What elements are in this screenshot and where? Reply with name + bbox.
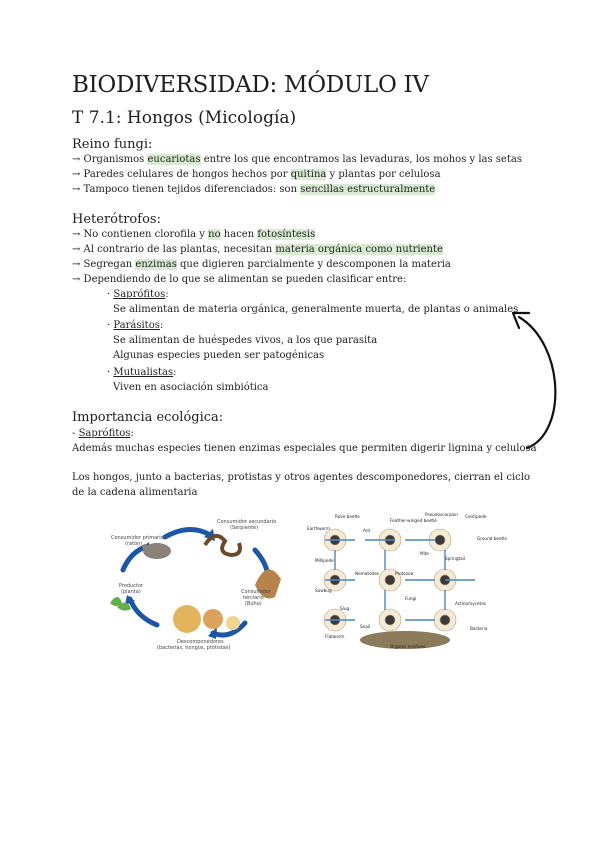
text: → Paredes celulares de hongos hechos por [72, 169, 291, 180]
highlight: fotosíntesis [257, 229, 316, 240]
text: hacen [220, 229, 258, 240]
hetero-line-3 [72, 259, 451, 270]
highlight: no [208, 229, 221, 240]
text: : [165, 289, 169, 300]
cycle-label: terciario [243, 595, 264, 601]
saprofitos-desc: Se alimentan de materia orgánica, generalmente muerta, de plantas o animales [113, 304, 519, 315]
web-label: Flatworm [325, 634, 345, 639]
text: Parásitos [113, 320, 160, 331]
importancia-heading: Importancia ecológica: [72, 410, 224, 425]
reino-item-3 [72, 184, 435, 195]
mutualistas-label: · Mutualistas: [107, 367, 177, 378]
saprofitos-label: · Saprófitos: [107, 289, 169, 300]
text: → No contienen clorofila y [72, 229, 209, 240]
text: Mutualistas [113, 367, 174, 378]
importancia-para-line-2: de la cadena alimentaria [72, 487, 198, 498]
parasitos-label: · Parásitos: [107, 320, 164, 331]
page-title: BIODIVERSIDAD: MÓDULO IV [72, 72, 429, 98]
cycle-label: Consumidor secundario [217, 519, 277, 525]
cycle-label: (planta) [121, 589, 141, 595]
mushroom-icon [203, 609, 223, 629]
web-label: Fungi [405, 596, 417, 601]
web-label: Nematodes [355, 571, 379, 576]
hetero-line-4: → Dependiendo de lo que se alimentan se pueden clasificar entre: [72, 274, 407, 285]
fungi-icon [226, 616, 240, 630]
highlight: sencillas estructuralmente [300, 184, 436, 195]
web-label: Millipede [315, 558, 334, 563]
organism-icon [440, 615, 450, 625]
web-label: Pseudoscorpion [425, 512, 458, 517]
highlight: eucariotas [147, 154, 201, 165]
text: : [159, 320, 164, 331]
text: que digieren parcialmente y descomponen la materia [176, 259, 451, 270]
web-label: Organic residues [390, 644, 426, 649]
snake-icon [205, 536, 240, 555]
importancia-saprofitos-desc: Además muchas especies tienen enzimas especiales que permiten digerir lignina y celulosa [72, 443, 537, 454]
decomposer-icon [173, 605, 201, 633]
text: : [173, 367, 177, 378]
food-cycle-diagram [95, 515, 295, 655]
web-label: Bacteria [470, 626, 488, 631]
highlight: quitina [290, 169, 327, 180]
web-label: Protozoa [395, 571, 414, 576]
cycle-label: (bacterias, hongos, protistas) [157, 645, 231, 651]
cycle-label: Consumidor [241, 589, 272, 595]
parasitos-desc-1: Se alimentan de huéspedes vivos, a los que parasita [113, 335, 378, 346]
web-label: Feather-winged beetle [390, 518, 437, 523]
reino-heading: Reino fungi: [72, 137, 153, 152]
text: y plantas por celulosa [326, 169, 441, 180]
importancia-saprofitos-label [72, 428, 134, 439]
curved-arrow-icon [505, 305, 575, 455]
web-label: Earthworm [307, 526, 330, 531]
text: → Segregan [72, 259, 136, 270]
text: → Tampoco tienen tejidos diferenciados: son [72, 184, 301, 195]
text: Saprófitos [113, 289, 166, 300]
web-label: Actinomycetes [455, 601, 486, 606]
organism-icon [435, 535, 445, 545]
soil-food-web-diagram [295, 500, 507, 652]
web-label: Springtail [445, 556, 466, 561]
cycle-label: Consumidor primario [111, 535, 164, 541]
cycle-label: (ratón) [125, 541, 143, 547]
importancia-para-line-1: Los hongos, junto a bacterias, protistas y otros agentes descomponedores, cierran el ciclo [72, 472, 530, 483]
cycle-arrow [165, 529, 210, 537]
web-label: Rove beetle [335, 514, 360, 519]
web-label: Mite [420, 551, 429, 556]
cycle-label: (Búho) [245, 601, 262, 607]
cycle-label: Descomponedores [177, 639, 224, 645]
cycle-arrow [130, 599, 157, 625]
highlight: enzimas [135, 259, 177, 270]
web-label: Ground beetle [477, 536, 507, 541]
parasitos-desc-2: Algunas especies pueden ser patogénicas [113, 350, 325, 361]
highlight: materia orgánica como nutriente [275, 244, 443, 255]
section-title: T 7.1: Hongos (Micología) [72, 108, 297, 128]
hetero-line-2 [72, 244, 443, 255]
text: entre los que encontramos las levaduras, los mohos y las setas [200, 154, 522, 165]
text: Saprófitos [78, 428, 131, 439]
organism-icon [385, 615, 395, 625]
mutualistas-desc: Viven en asociación simbiótica [113, 382, 269, 393]
hetero-line-1 [72, 229, 315, 240]
cycle-arrow [123, 547, 145, 570]
web-label: Slug [340, 606, 350, 611]
mouse-ear [142, 544, 148, 550]
web-label: Centipede [465, 514, 487, 519]
reino-item-2 [72, 169, 441, 180]
web-label: Sowbug [315, 588, 332, 593]
hetero-heading: Heterótrofos: [72, 212, 161, 227]
text: : [130, 428, 134, 439]
reino-item-1 [72, 154, 522, 165]
cycle-label: Productor [119, 583, 144, 589]
text: → Al contrario de las plantas, necesitan [72, 244, 276, 255]
text: → Organismos [72, 154, 148, 165]
text: - [72, 428, 79, 439]
cycle-label: (Serpiente) [230, 525, 259, 531]
web-label: Ant [363, 528, 371, 533]
web-label: Snail [360, 624, 371, 629]
organism-icon [385, 575, 395, 585]
